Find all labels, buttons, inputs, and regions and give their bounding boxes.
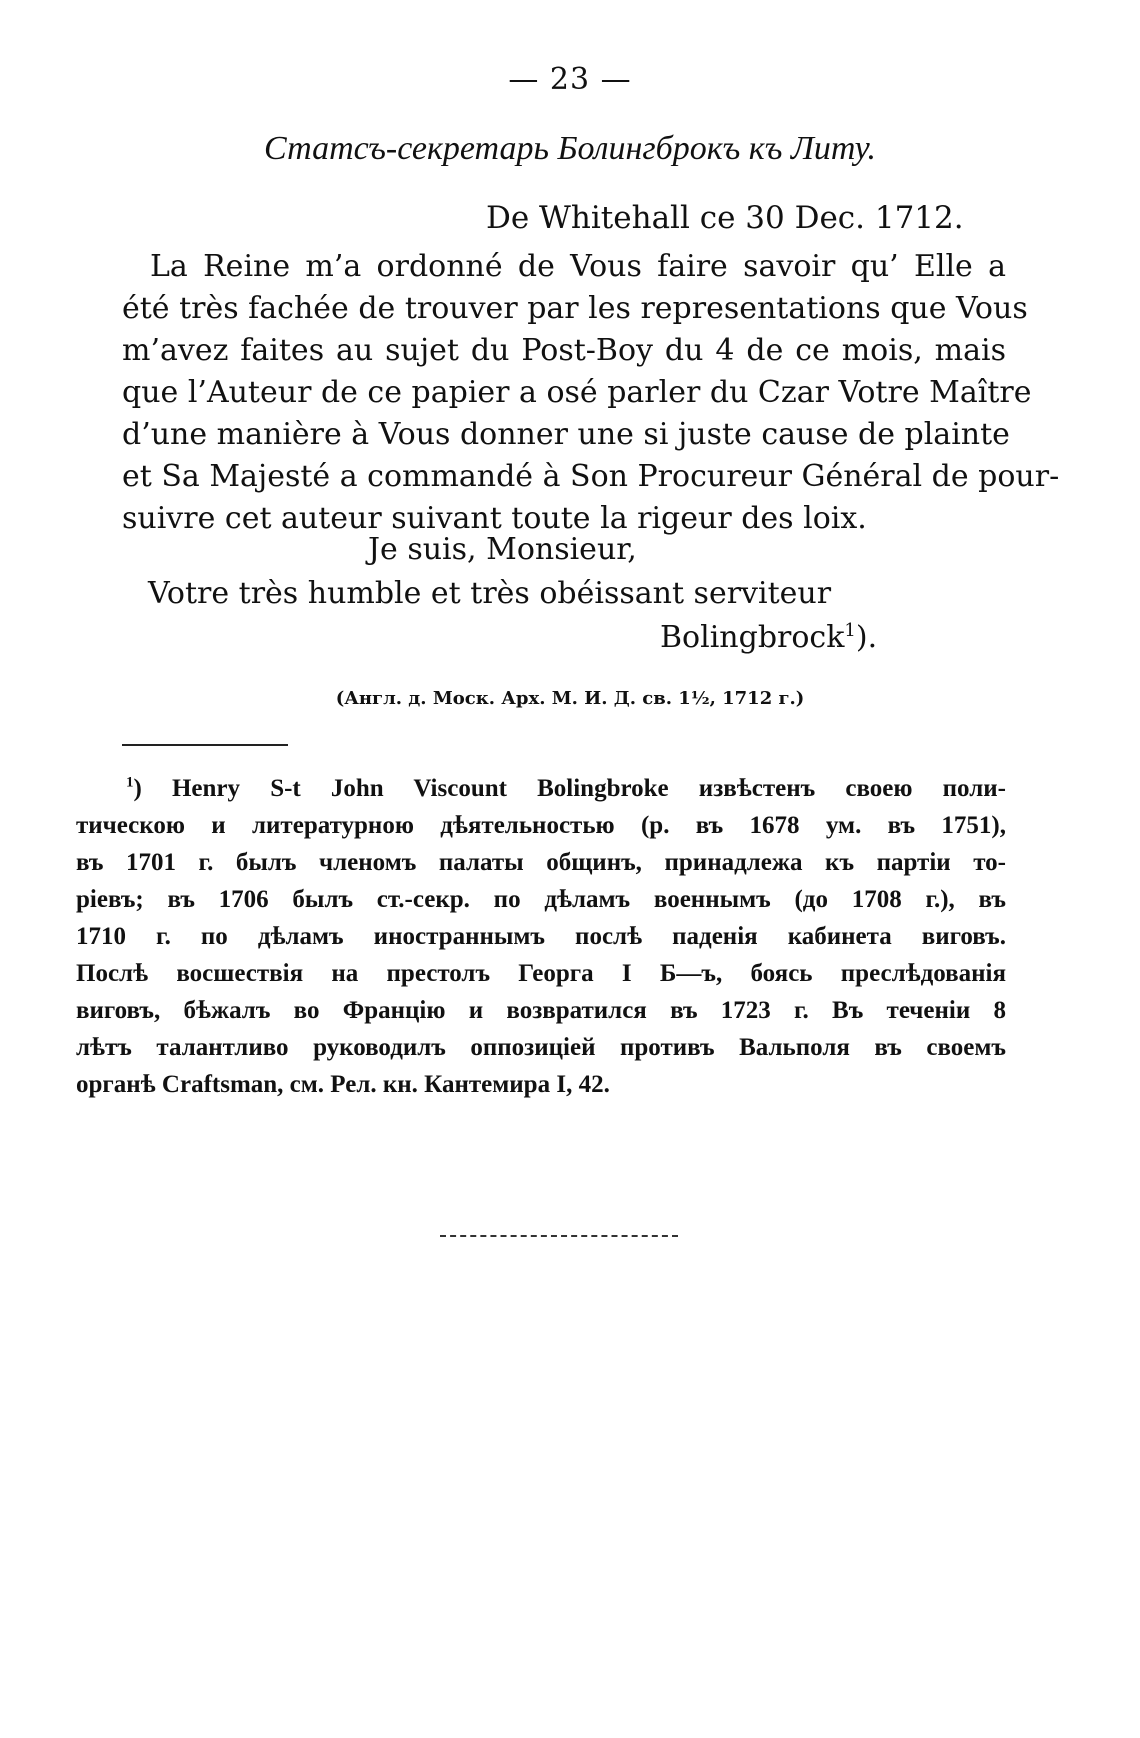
letter-line: et Sa Majesté a commandé à Son Procureur Général de pour- bbox=[122, 459, 1060, 494]
footnote-line: Послѣ восшествія на престолъ Георга I Б—ъ, боясь преслѣдованія bbox=[76, 960, 1006, 987]
letter-line: d’une manière à Vous donner une si juste cause de plainte bbox=[122, 417, 1010, 452]
letter-line: suivre cet auteur suivant toute la rigeur des loix. bbox=[122, 501, 867, 536]
footnote-line: органѣ Craftsman, см. Рел. кн. Кантемира I, 42. bbox=[76, 1071, 610, 1098]
footnote-line: $^1$) Henry S-t John Viscount Bolingbroke извѣстенъ своею поли- bbox=[126, 774, 1006, 802]
letter-body bbox=[122, 246, 1060, 540]
closing-salutation: Je suis, Monsieur, bbox=[368, 532, 637, 567]
end-rule bbox=[440, 1235, 678, 1237]
footnote-line: въ 1701 г. былъ членомъ палаты общинъ, принадлежа къ партіи то- bbox=[76, 849, 1006, 876]
footnote-mark: 1 bbox=[126, 774, 134, 791]
footnote-separator bbox=[122, 744, 288, 746]
footnote-line: тическою и литературною дѣятельностью (р. въ 1678 ум. въ 1751), bbox=[76, 812, 1006, 839]
signature-name: Bolingbrock bbox=[660, 620, 845, 655]
dateline: De Whitehall ce 30 Dec. 1712. bbox=[486, 200, 964, 236]
archive-citation: (Англ. д. Моск. Арх. М. И. Д. св. 1½, 1712 г.) bbox=[335, 688, 805, 709]
letter-line: La Reine m’a ordonné de Vous faire savoir qu’ Elle a bbox=[150, 249, 1006, 284]
letter-heading: Статсъ-секретарь Болингброкъ къ Литу. bbox=[263, 130, 877, 167]
closing-formula: Votre très humble et très obéissant serviteur bbox=[148, 576, 832, 611]
page-number: — 23 — bbox=[508, 62, 632, 97]
letter-line: que l’Auteur de ce papier a osé parler du Czar Votre Maître bbox=[122, 375, 1032, 410]
footnote-line: 1710 г. по дѣламъ иностраннымъ послѣ паденія кабинета виговъ. bbox=[76, 923, 1006, 950]
signature bbox=[660, 620, 877, 655]
letter-line: été très fachée de trouver par les representations que Vous bbox=[122, 291, 1028, 326]
footnote bbox=[76, 770, 1006, 1103]
signature-suffix: ). bbox=[855, 620, 878, 655]
footnote-line: ріевъ; въ 1706 былъ ст.-секр. по дѣламъ военнымъ (до 1708 г.), въ bbox=[76, 886, 1006, 913]
letter-line: m’avez faites au sujet du Post-Boy du 4 de ce mois, mais bbox=[122, 333, 1006, 368]
signature-footnote-mark: 1 bbox=[844, 620, 856, 641]
footnote-line: лѣтъ талантливо руководилъ оппозиціей противъ Вальполя въ своемъ bbox=[76, 1034, 1006, 1061]
footnote-line: виговъ, бѣжалъ во Францію и возвратился въ 1723 г. Въ теченіи 8 bbox=[76, 997, 1006, 1024]
